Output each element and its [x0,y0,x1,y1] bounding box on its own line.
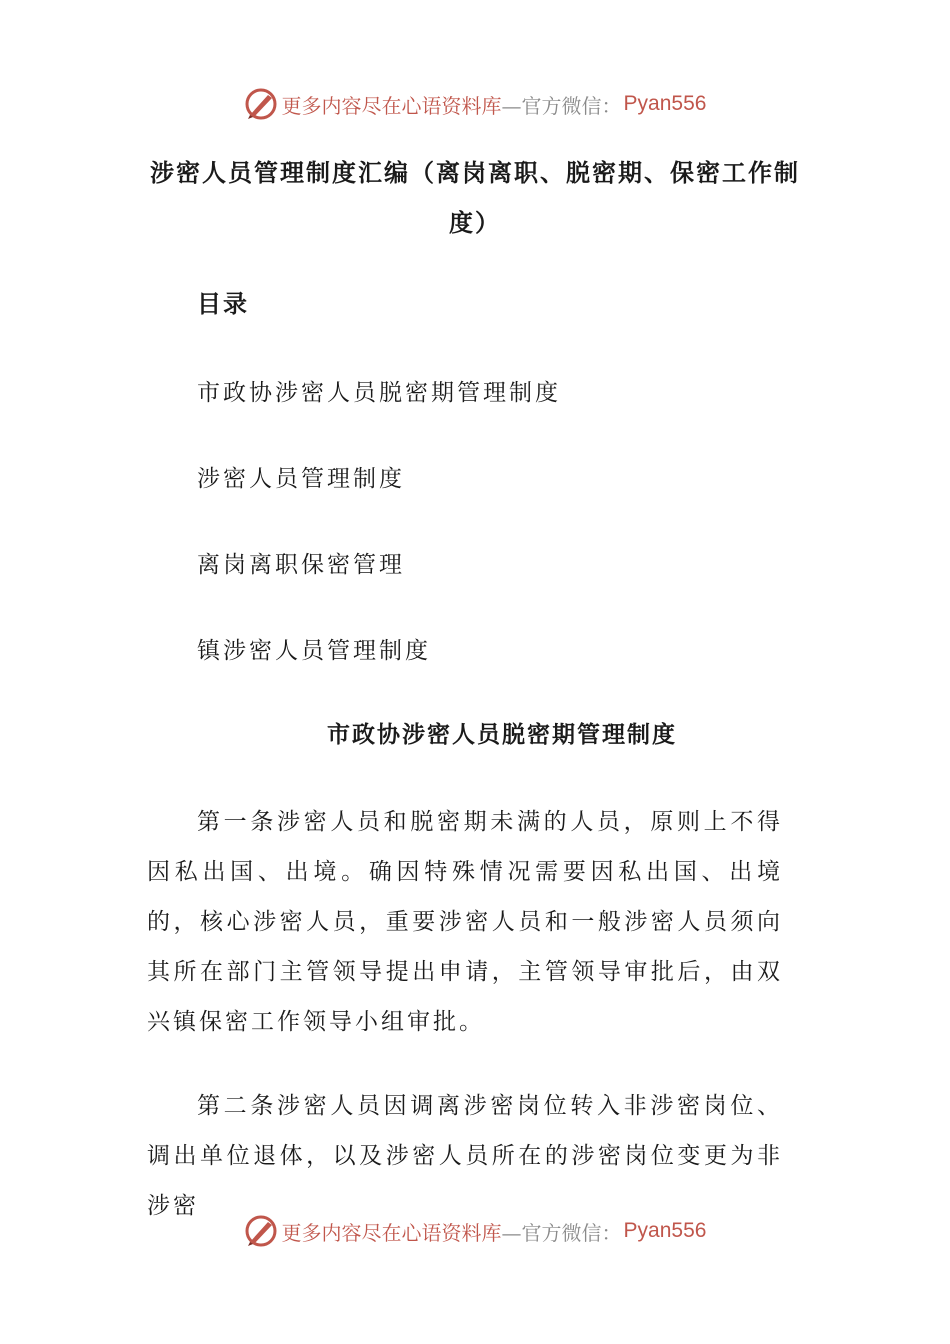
toc-item: 涉密人员管理制度 [197,466,405,492]
watermark-id: Pyan556 [623,92,707,115]
toc-item: 市政协涉密人员脱密期管理制度 [197,380,561,406]
watermark-text: 更多内容尽在心语资料库 [281,93,502,118]
body-paragraph: 第二条涉密人员因调离涉密岗位转入非涉密岗位、调出单位退体，以及涉密人员所在的涉密岗位变更为非涉密 [147,1093,783,1219]
watermark-text: 更多内容尽在心语资料库 [281,1220,502,1245]
pen-in-circle-icon [244,87,278,121]
pen-in-circle-icon [244,1214,278,1248]
document-title: 涉密人员管理制度汇编（离岗离职、脱密期、保密工作制度） [150,159,800,237]
toc-heading: 目录 [197,290,249,318]
toc-item: 离岗离职保密管理 [197,552,405,578]
body-paragraph: 第一条涉密人员和脱密期未满的人员，原则上不得因私出国、出境。确因特殊情况需要因私出国、出境的，核心涉密人员，重要涉密人员和一般涉密人员须向其所在部门主管领导提出申请，主管领导审批后，由双兴镇保密工作领导小组审批。 [147,809,783,1035]
watermark-banner-top [0,84,950,124]
watermark-label: —官方微信： [501,1220,622,1245]
toc-item: 镇涉密人员管理制度 [197,638,431,664]
watermark-banner-bottom [0,1211,950,1251]
watermark-label: —官方微信： [501,93,622,118]
watermark-id: Pyan556 [623,1219,707,1242]
section-title: 市政协涉密人员脱密期管理制度 [327,722,677,748]
